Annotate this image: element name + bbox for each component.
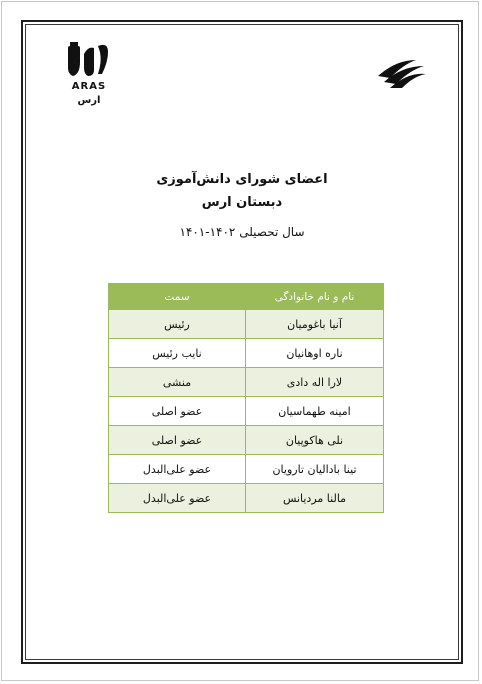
table-row [109,339,384,368]
member-role: عضو علی‌البدل [109,484,246,513]
table-row [109,368,384,397]
table-row [109,484,384,513]
member-role: عضو اصلی [109,397,246,426]
member-role: نایب رئیس [109,339,246,368]
members-table [108,283,384,513]
table-row [109,310,384,339]
member-name: امینه طهماسیان [246,397,384,426]
ministry-emblem-icon [376,58,428,90]
member-name: آنیا باغومیان [246,310,384,339]
member-name: لارا اله دادی [246,368,384,397]
member-name: مالنا مردیانس [246,484,384,513]
school-name: دبستان ارس [201,195,283,210]
academic-year: سال تحصیلی ۱۴۰۲-۱۴۰۱ [179,225,305,239]
document-title: اعضای شورای دانش‌آموزی [156,172,328,187]
table-row [109,397,384,426]
table-row [109,455,384,484]
member-role: منشی [109,368,246,397]
logo-latin-text: ARAS [71,81,107,92]
aras-school-logo [64,40,114,110]
header-role: سمت [109,284,246,310]
member-name: تینا بادالیان تارویان [246,455,384,484]
member-name: نلی هاکوپیان [246,426,384,455]
member-name: ناره اوهانیان [246,339,384,368]
member-role: رئیس [109,310,246,339]
header-name: نام و نام خانوادگی [246,284,384,310]
member-role: عضو علی‌البدل [109,455,246,484]
table-row [109,426,384,455]
member-role: عضو اصلی [109,426,246,455]
table-header-row [109,284,384,310]
logo-persian-text: ارس [77,95,101,106]
